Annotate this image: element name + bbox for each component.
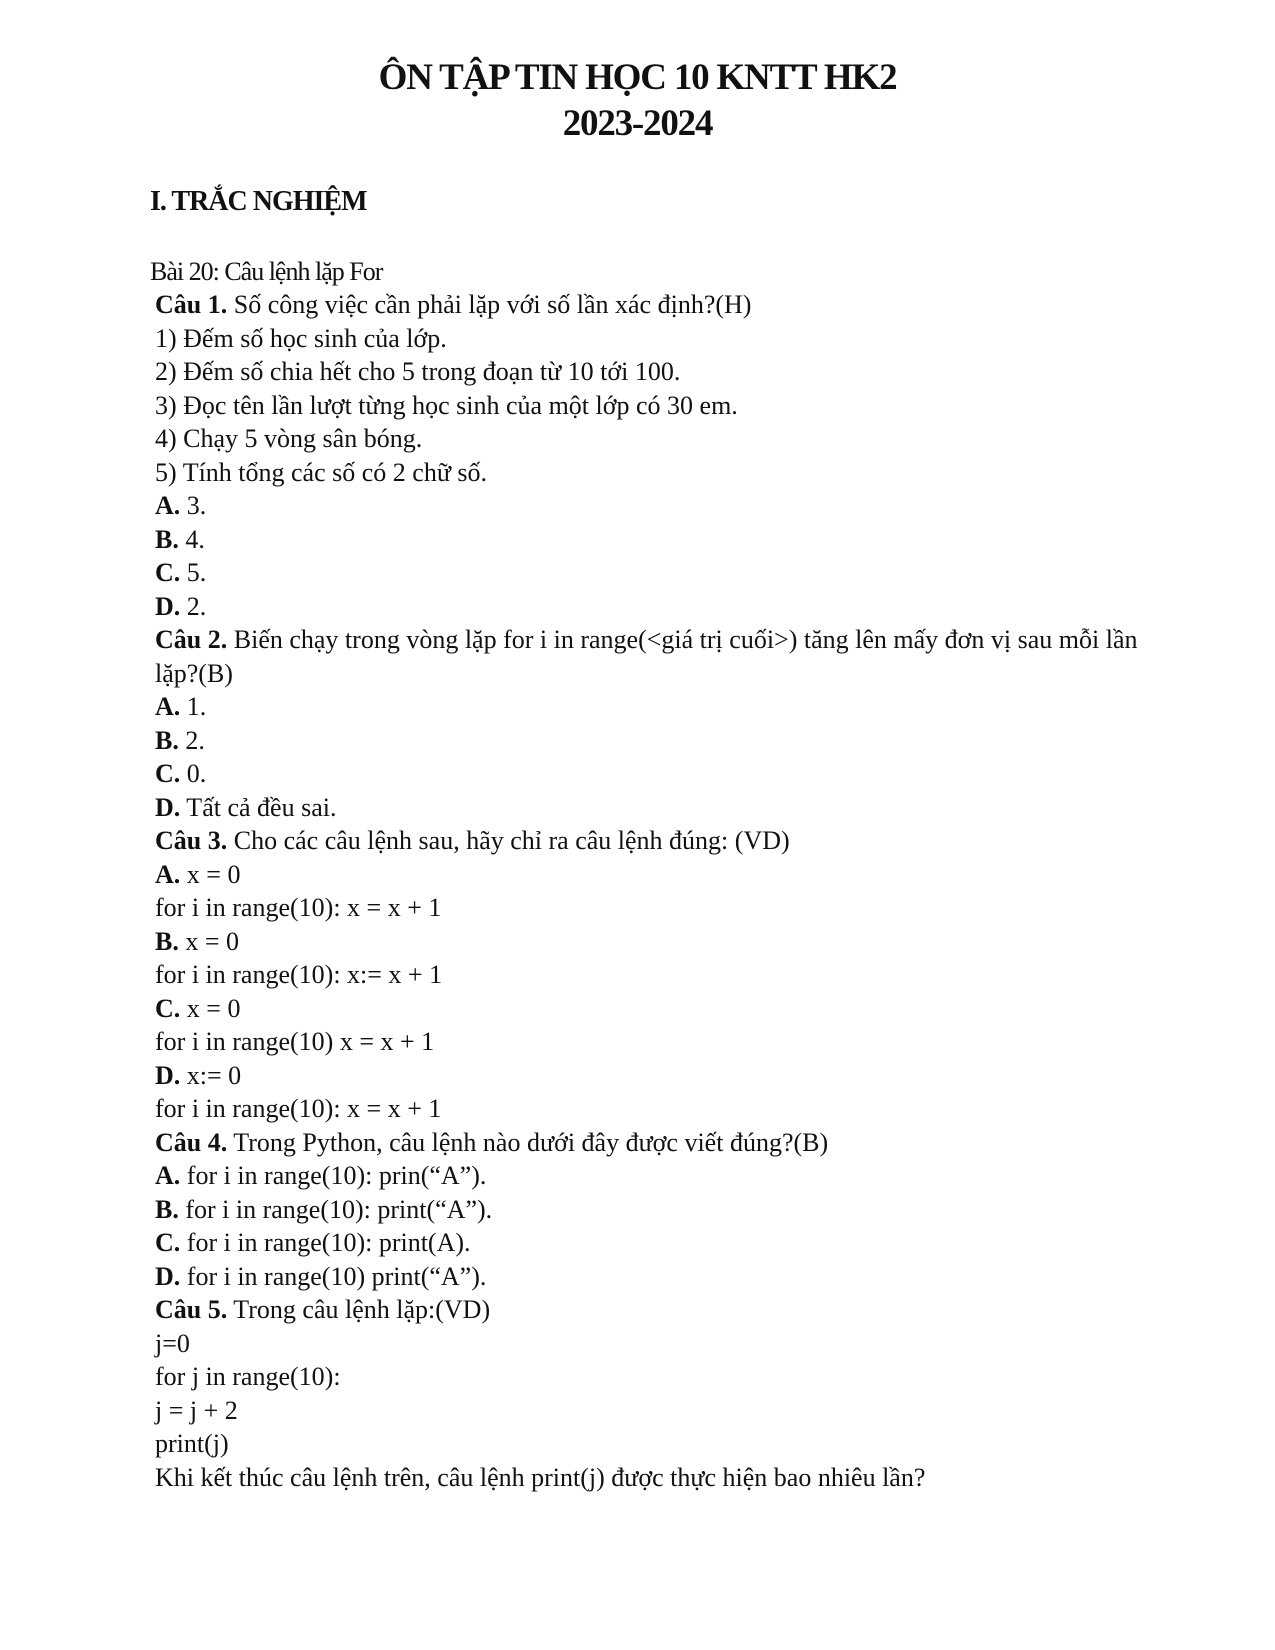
question-1-item: 4) Chạy 5 vòng sân bóng. (155, 424, 423, 453)
question-3-option-c (155, 992, 1155, 1026)
option-text: for i in range(10) print(“A”). (180, 1261, 487, 1291)
question-2-text: Biến chạy trong vòng lặp for i in range(<giá trị cuối>) tăng lên mấy đơn vị sau mỗi lần lặp?(B) (155, 625, 1138, 688)
question-1-item: 3) Đọc tên lần lượt từng học sinh của một lớp có 30 em. (155, 390, 738, 420)
question-4-option-c (155, 1226, 1155, 1260)
option-text: Tất cả đều sai. (180, 792, 337, 822)
option-label: B. (155, 1194, 179, 1224)
option-label: B. (155, 524, 179, 554)
question-5-label: Câu 5. (155, 1295, 228, 1324)
option-label: D. (155, 1060, 181, 1090)
document-year: 2023-2024 (562, 103, 713, 144)
question-3-option-d (155, 1059, 1155, 1093)
question-1-label: Câu 1. (155, 290, 228, 319)
option-label: A. (155, 1161, 181, 1190)
option-text: 3. (180, 491, 207, 520)
document-title: ÔN TẬP TIN HỌC 10 KNTT HK2 (378, 57, 897, 98)
option-label: A. (155, 692, 181, 721)
option-label: B. (155, 725, 179, 755)
question-5-stem (155, 1293, 1155, 1327)
question-3-option-a-code: for i in range(10): x = x + 1 (155, 893, 442, 922)
question-2-label: Câu 2. (155, 625, 228, 654)
option-label: C. (155, 759, 181, 788)
question-2-option-d (155, 791, 1155, 825)
question-5-code-line: j = j + 2 (155, 1395, 238, 1425)
lesson-title: Bài 20: Câu lệnh lặp For (150, 257, 383, 286)
option-label: A. (155, 859, 181, 889)
question-3-stem (155, 824, 1155, 858)
question-1-option-d (155, 590, 1155, 624)
option-label: D. (155, 792, 181, 822)
question-3-option-c-code: for i in range(10) x = x + 1 (155, 1027, 435, 1056)
question-2-stem (155, 623, 1155, 690)
option-label: C. (155, 1228, 181, 1257)
question-2-option-b (155, 724, 1155, 758)
option-label: D. (155, 591, 181, 621)
question-5-prompt: Khi kết thúc câu lệnh trên, câu lệnh print(j) được thực hiện bao nhiêu lần? (155, 1462, 926, 1492)
question-1-option-c (155, 556, 1155, 590)
question-1-option-a (155, 489, 1155, 523)
option-text: 1. (180, 692, 207, 721)
question-2-option-a (155, 690, 1155, 724)
question-5-code-line: for j in range(10): (155, 1362, 341, 1391)
option-text: 4. (178, 524, 205, 554)
option-text: 0. (180, 759, 207, 788)
option-label: C. (155, 558, 181, 587)
question-3-text: Cho các câu lệnh sau, hãy chỉ ra câu lệnh đúng: (VD) (227, 826, 790, 855)
question-1-option-b (155, 523, 1155, 557)
question-3-option-d-code: for i in range(10): x = x + 1 (155, 1094, 442, 1123)
question-5-code-line: print(j) (155, 1429, 229, 1458)
question-2-option-c (155, 757, 1155, 791)
question-3-option-b (155, 925, 1155, 959)
question-4-option-b (155, 1193, 1155, 1227)
option-text: for i in range(10): print(“A”). (178, 1194, 493, 1224)
option-text: x = 0 (178, 926, 240, 956)
question-1-stem (155, 288, 1155, 322)
question-4-option-d (155, 1260, 1155, 1294)
question-1-item: 5) Tính tổng các số có 2 chữ số. (155, 457, 488, 487)
question-1-item: 2) Đếm số chia hết cho 5 trong đoạn từ 10 tới 100. (155, 357, 681, 386)
option-label: C. (155, 993, 181, 1023)
question-5-code-line: j=0 (155, 1328, 190, 1358)
option-text: x:= 0 (180, 1060, 242, 1090)
question-4-stem (155, 1126, 1155, 1160)
option-text: 2. (180, 591, 207, 621)
question-list (155, 288, 1155, 1494)
option-text: x = 0 (180, 859, 241, 889)
question-4-option-a (155, 1159, 1155, 1193)
question-1-text: Số công việc cần phải lặp với số lần xác định?(H) (227, 290, 752, 319)
question-3-option-a (155, 858, 1155, 892)
question-4-label: Câu 4. (155, 1127, 228, 1157)
question-1-item: 1) Đếm số học sinh của lớp. (155, 323, 447, 353)
section-heading: I. TRẮC NGHIỆM (150, 186, 367, 217)
option-text: x = 0 (180, 993, 241, 1023)
option-text: 2. (178, 725, 205, 755)
question-3-option-b-code: for i in range(10): x:= x + 1 (155, 960, 443, 989)
option-label: B. (155, 926, 179, 956)
option-label: A. (155, 491, 181, 520)
option-text: 5. (180, 558, 207, 587)
question-3-label: Câu 3. (155, 826, 228, 855)
option-text: for i in range(10): prin(“A”). (180, 1161, 487, 1190)
option-text: for i in range(10): print(A). (180, 1228, 471, 1257)
question-4-text: Trong Python, câu lệnh nào dưới đây được viết đúng?(B) (227, 1127, 829, 1157)
question-5-text: Trong câu lệnh lặp:(VD) (227, 1295, 491, 1324)
option-label: D. (155, 1261, 181, 1291)
